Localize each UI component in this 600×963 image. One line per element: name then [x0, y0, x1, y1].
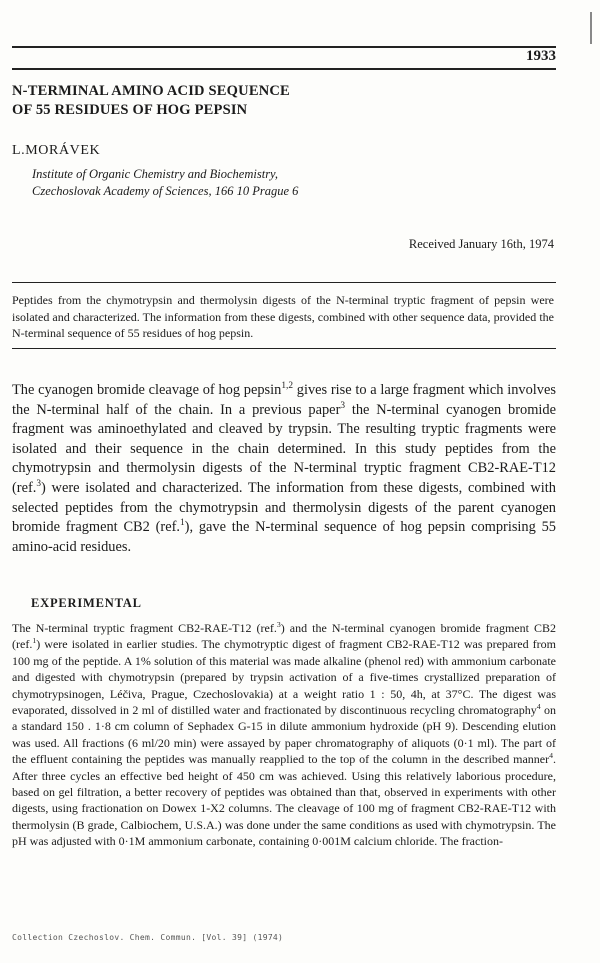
affiliation-line-2: Czechoslovak Academy of Sciences, 166 10 Prague 6: [32, 184, 299, 198]
journal-footer: Collection Czechoslov. Chem. Commun. [Vol. 39] (1974): [12, 933, 284, 942]
page-number: 1933: [526, 48, 556, 64]
citation: 1: [180, 518, 185, 529]
affiliation-line-1: Institute of Organic Chemistry and Biochemistry,: [32, 167, 279, 181]
abstract: Peptides from the chymotrypsin and thermolysin digests of the N-terminal tryptic fragment of pepsin were isolated and characterized. The information from these digests, combined with other sequence data, provided the N-terminal sequence of 55 residues of hog pepsin.: [12, 293, 554, 340]
citation: 1,2: [281, 381, 294, 392]
title-line-2: OF 55 RESIDUES OF HOG PEPSIN: [12, 102, 248, 118]
margin-mark: [590, 12, 592, 44]
abstract-rule-bottom: [12, 348, 556, 349]
author: L.MORÁVEK: [12, 143, 101, 158]
citation: 3: [36, 479, 42, 490]
experimental-paragraph: The N-terminal tryptic fragment CB2-RAE-T12 (ref.$^3$) and the N-terminal cyanogen bromide fragment CB2 (ref.$^1$) were isolated in earlier studies. The chymotryptic digest of fragment CB2-RAE-T12 was prepared from 100 mg of the peptide. A 1% solution of this material was made alkaline (phenol red) with ammonium carbonate and digested with chymotrypsin (prepared by trypsin activation of a five-times crystallized preparation of chymotrypsinogen, Léčiva, Prague, Czechoslovakia) at a weight ratio 1 : 50, 4h, at 37°C. The digest was evaporated, dissolved in 2 ml of distilled water and fractionated by discontinuous recycling chromatography$^4$ on a standard 150 . 1·8 cm column of Sephadex G-15 in dilute ammonium hydroxide (pH 9). Descending elution was used. All fractions (6 ml/20 min) were assayed by paper chromatography of aliquots (0·1 ml). The part of the effluent containing the peptides was manually reapplied to the top of the column in the described manner$^4$. After three cycles an effective bed height of 450 cm was achieved. Using this relatively laborious procedure, based on gel filtration, a better recovery of peptides was obtained than that, observed in experiments with other digests, using fractionation on Dowex 1-X2 columns. The cleavage of 100 mg of fragment CB2-RAE-T12 with thermolysin (B grade, Calbiochem, U.S.A.) was done under the same conditions as used with chymotrypsin. The pH was adjusted with 0·1M ammonium carbonate, containing 0·001M calcium chloride. The fraction-: [12, 620, 556, 849]
abstract-rule-top: [12, 282, 556, 283]
introduction-paragraph: The cyanogen bromide cleavage of hog pepsin$^{1,2}$ gives rise to a large fragment which involves the N-terminal half of the chain. In a previous paper$^3$ the N-terminal cyanogen bromide fragment was aminoethylated and cleaved by trypsin. The resulting tryptic fragments were isolated and their sequence in the chain determined. In this study peptides from the chymotrypsin and thermolysin digests of the N-terminal tryptic fragment CB2-RAE-T12 (ref.$^3$) were isolated and characterized. The information from these digests, combined with selected peptides from the chymotrypsin and thermolysin digests of the parent cyanogen bromide fragment CB2 (ref.$^1$), gave the N-terminal sequence of hog pepsin comprising 55 amino-acid residues.: [12, 381, 556, 555]
received-date: Received January 16th, 1974: [408, 237, 554, 251]
citation: 1: [32, 636, 37, 646]
citation: 3: [276, 620, 281, 629]
citation: 4: [536, 702, 541, 712]
article-title: [12, 82, 432, 120]
citation: 4: [549, 751, 553, 761]
header-rule-bottom: [12, 68, 556, 70]
title-line-1: N-TERMINAL AMINO ACID SEQUENCE: [12, 83, 290, 99]
header-rule: [12, 46, 556, 48]
affiliation: [32, 166, 452, 200]
citation: 3: [340, 400, 346, 411]
section-heading-experimental: EXPERIMENTAL: [31, 596, 142, 610]
